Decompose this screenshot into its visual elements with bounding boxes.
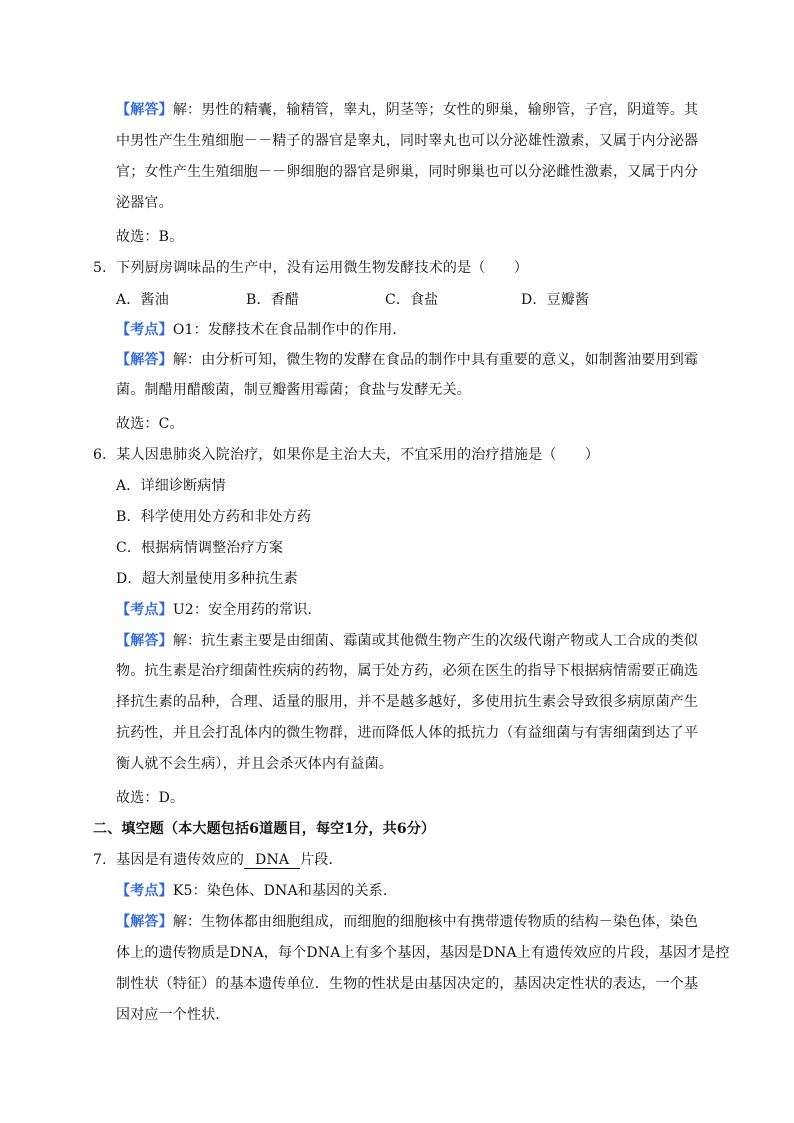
q4-answer-line-2: 中男性产生生殖细胞－－精子的器官是睾丸，同时睾丸也可以分泌雄性激素，又属于内分泌器 — [116, 133, 699, 149]
section-heading: 二、填空题（本大题包括6道题目，每空1分，共6分） — [93, 821, 436, 837]
answer-tag: 【解答】 — [116, 102, 173, 118]
q5-answer-line-2: 菌。制醋用醋酸菌，制豆瓣酱用霉菌；食盐与发酵无关。 — [116, 382, 471, 398]
q6-answer-line-5: 衡人就不会生病），并且会杀灭体内有益菌。 — [116, 756, 393, 772]
q4-choice: 故选：B。 — [116, 229, 184, 245]
q5-option-c: C．食盐 — [385, 292, 439, 308]
q4-answer-line-3: 官；女性产生生殖细胞－－卵细胞的器官是卵巢，同时卵巢也可以分泌雌性激素，又属于内分 — [116, 164, 699, 180]
q7-answer-line-4: 因对应一个性状． — [116, 1007, 230, 1023]
q4-answer-line-1: 【解答】解：男性的精囊，输精管，睾丸，阴茎等；女性的卵巢，输卵管，子宫，阴道等。其 — [116, 102, 699, 118]
answer-tag: 【解答】 — [116, 914, 173, 930]
q6-answer-line-3: 择抗生素的品种，合理、适量的服用，并不是越多越好，多使用抗生素会导致很多病原菌产生 — [116, 694, 699, 710]
q6-choice: 故选：D。 — [116, 790, 185, 806]
q7-answer-blank: DNA — [244, 852, 300, 869]
answer-tag: 【解答】 — [116, 633, 173, 649]
q7-question: 7．基因是有遗传效应的 DNA 片段． — [93, 852, 343, 868]
point-tag: 【考点】 — [116, 602, 173, 618]
point-tag: 【考点】 — [116, 883, 173, 899]
q5-choice: 故选：C。 — [116, 416, 184, 432]
point-tag: 【考点】 — [116, 322, 173, 338]
q7-answer-line-2: 体上的遗传物质是DNA，每个DNA上有多个基因，基因是DNA上有遗传效应的片段，基因才是控 — [116, 945, 730, 961]
q5-option-a: A．酱油 — [116, 292, 169, 308]
q5-question: 5．下列厨房调味品的生产中，没有运用微生物发酵技术的是（ ） — [93, 260, 529, 276]
q7-answer-line-1: 【解答】解：生物体都由细胞组成，而细胞的细胞核中有携带遗传物质的结构－染色体，染色 — [116, 914, 699, 930]
q6-option-c: C．根据病情调整治疗方案 — [116, 540, 284, 556]
q5-option-b: B．香醋 — [246, 292, 300, 308]
q6-question: 6．某人因患肺炎入院治疗，如果你是主治大夫，不宜采用的治疗措施是（ ） — [93, 447, 600, 463]
q7-point: 【考点】K5：染色体、DNA和基因的关系． — [116, 883, 398, 899]
q6-option-a: A．详细诊断病情 — [116, 478, 226, 494]
q7-answer-line-3: 制性状（特征）的基本遗传单位．生物的性状是由基因决定的，基因决定性状的表达，一个基 — [116, 976, 699, 992]
q6-point: 【考点】U2：安全用药的常识． — [116, 602, 322, 618]
q6-answer-line-2: 物。抗生素是治疗细菌性疾病的药物，属于处方药，必须在医生的指导下根据病情需要正确选 — [116, 663, 699, 679]
q4-answer-line-4: 泌器官。 — [116, 195, 173, 211]
q6-answer-line-4: 抗药性，并且会打乱体内的微生物群，进而降低人体的抵抗力（有益细菌与有害细菌到达了平 — [116, 725, 699, 741]
q6-answer-line-1: 【解答】解：抗生素主要是由细菌、霉菌或其他微生物产生的次级代谢产物或人工合成的类似 — [116, 633, 699, 649]
q5-point: 【考点】O1：发酵技术在食品制作中的作用． — [116, 322, 407, 338]
q5-option-d: D．豆瓣酱 — [521, 292, 590, 308]
q6-option-d: D．超大剂量使用多种抗生素 — [116, 571, 298, 587]
q6-option-b: B．科学使用处方药和非处方药 — [116, 509, 312, 525]
answer-tag: 【解答】 — [116, 352, 173, 368]
q5-answer-line-1: 【解答】解：由分析可知，微生物的发酵在食品的制作中具有重要的意义，如制酱油要用到霉 — [116, 352, 699, 368]
